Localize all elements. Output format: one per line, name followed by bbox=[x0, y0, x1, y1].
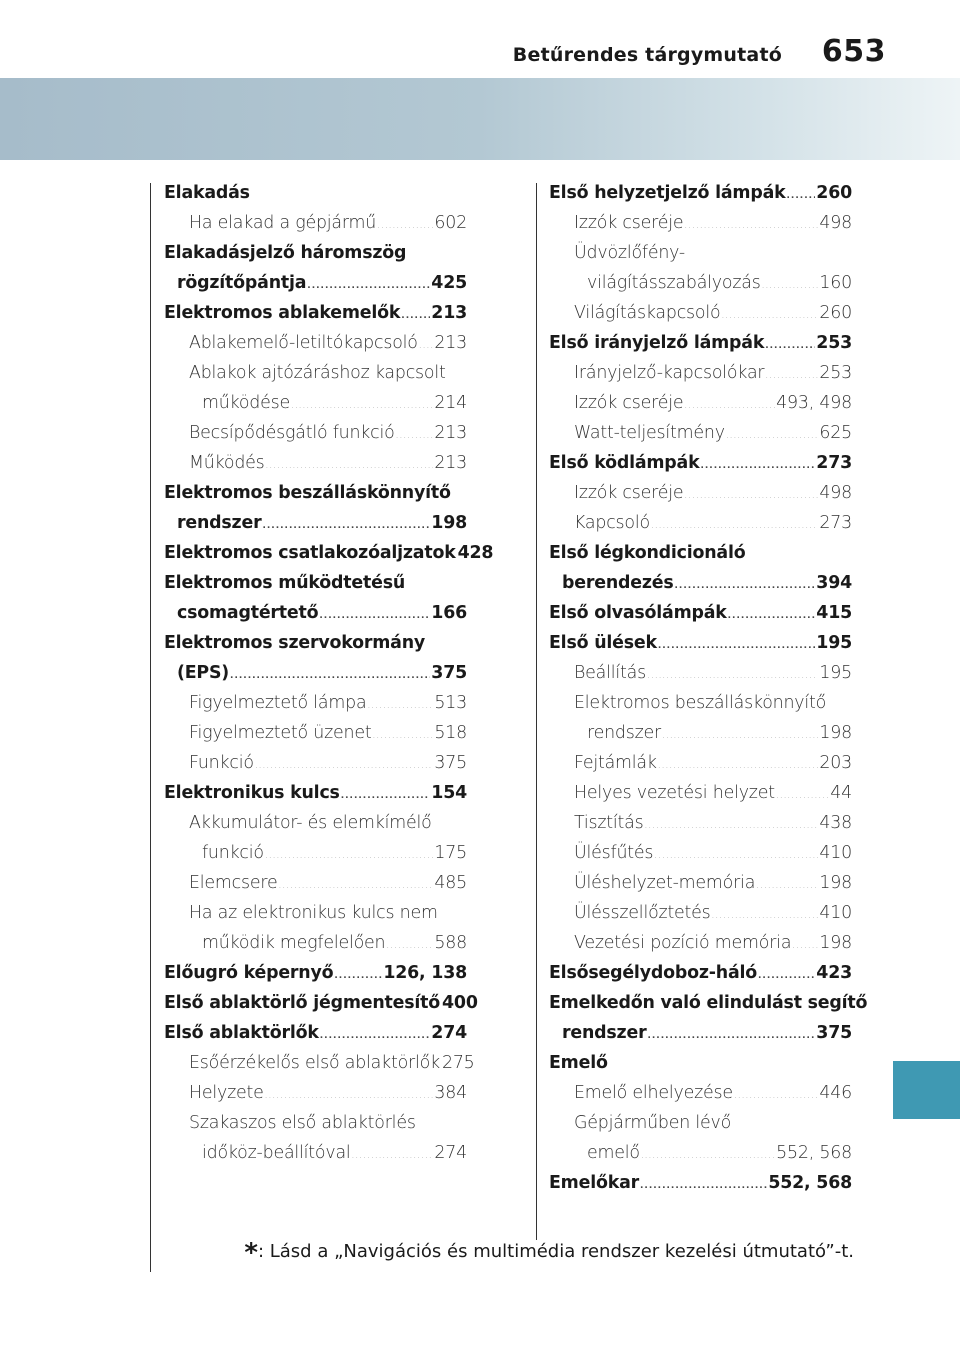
entry-term: Elakadás bbox=[164, 183, 250, 203]
entry-term: Üléshelyzet-memória bbox=[574, 873, 756, 893]
index-entry bbox=[164, 508, 467, 538]
entry-term: időköz-beállítóval bbox=[202, 1143, 351, 1163]
index-column-right bbox=[549, 178, 868, 1198]
entry-term: rögzítőpántja bbox=[177, 273, 307, 293]
entry-term: működése bbox=[202, 393, 290, 413]
entry-term: Helyzete bbox=[189, 1083, 264, 1103]
entry-page: 518 bbox=[434, 723, 467, 743]
entry-term: Elakadásjelző háromszög bbox=[164, 243, 407, 263]
entry-term: Működés bbox=[189, 453, 265, 473]
entry-page: 126, 138 bbox=[383, 963, 467, 983]
entry-term: Watt-teljesítmény bbox=[574, 423, 725, 443]
index-entry bbox=[164, 448, 467, 478]
entry-term: Gépjárműben lévő bbox=[574, 1113, 732, 1133]
entry-term: Elektronikus kulcs bbox=[164, 783, 340, 803]
index-entry bbox=[164, 808, 467, 838]
leader-dots bbox=[334, 961, 382, 991]
index-entry bbox=[164, 358, 467, 388]
entry-term: Ülésfűtés bbox=[574, 843, 654, 863]
leader-dots bbox=[756, 871, 818, 901]
entry-term: működik megfelelően bbox=[202, 933, 386, 953]
leader-dots bbox=[367, 691, 433, 721]
entry-page: 214 bbox=[434, 393, 467, 413]
entry-page: 160 bbox=[819, 273, 852, 293]
leader-dots bbox=[721, 301, 818, 331]
entry-term: Első helyzetjelző lámpák bbox=[549, 183, 786, 203]
entry-page: 602 bbox=[434, 213, 467, 233]
index-entry bbox=[549, 1078, 852, 1108]
index-column-left bbox=[164, 178, 494, 1168]
leader-dots bbox=[787, 181, 816, 211]
entry-term: emelő bbox=[587, 1143, 640, 1163]
entry-page: 273 bbox=[819, 513, 852, 533]
leader-dots bbox=[320, 1021, 431, 1051]
entry-page: 154 bbox=[431, 783, 467, 803]
entry-page: 195 bbox=[819, 663, 852, 683]
index-entry bbox=[549, 748, 852, 778]
entry-page: 410 bbox=[819, 843, 852, 863]
entry-page: 552, 568 bbox=[768, 1173, 852, 1193]
entry-term: berendezés bbox=[562, 573, 674, 593]
index-entry bbox=[164, 1138, 467, 1168]
index-entry bbox=[549, 898, 852, 928]
index-entry bbox=[164, 238, 467, 268]
entry-page: 260 bbox=[816, 183, 852, 203]
entry-page: 438 bbox=[819, 813, 852, 833]
entry-page: 384 bbox=[434, 1083, 467, 1103]
leader-dots bbox=[640, 1171, 767, 1201]
entry-term: Elektromos szervokormány bbox=[164, 633, 426, 653]
column-divider-center bbox=[536, 183, 537, 1240]
leader-dots bbox=[341, 781, 431, 811]
index-entry bbox=[549, 328, 852, 358]
entry-term: Funkció bbox=[189, 753, 254, 773]
index-entry bbox=[549, 658, 852, 688]
entry-term: Elektromos ablakemelők bbox=[164, 303, 401, 323]
index-entry bbox=[549, 1108, 852, 1138]
leader-dots bbox=[734, 1081, 819, 1111]
entry-page: 175 bbox=[434, 843, 467, 863]
entry-page: 213 bbox=[431, 303, 467, 323]
leader-dots bbox=[662, 721, 818, 751]
leader-dots bbox=[684, 391, 775, 421]
leader-dots bbox=[658, 631, 815, 661]
entry-term: Elektromos működtetésű bbox=[164, 573, 406, 593]
entry-term: Üdvözlőfény- bbox=[574, 243, 686, 263]
entry-page: 498 bbox=[819, 483, 852, 503]
entry-term: Világításkapcsoló bbox=[574, 303, 721, 323]
entry-page: 253 bbox=[816, 333, 852, 353]
leader-dots bbox=[765, 361, 818, 391]
entry-page: 198 bbox=[819, 723, 852, 743]
leader-dots bbox=[762, 271, 819, 301]
entry-term: Akkumulátor- és elemkímélő bbox=[189, 813, 432, 833]
index-entry bbox=[164, 778, 467, 808]
index-entry bbox=[549, 988, 868, 1018]
header-banner bbox=[0, 78, 960, 160]
leader-dots bbox=[396, 421, 434, 451]
index-entry bbox=[164, 898, 467, 928]
index-entry bbox=[549, 928, 852, 958]
entry-term: Tisztítás bbox=[574, 813, 644, 833]
entry-term: Izzók cseréje bbox=[574, 483, 684, 503]
entry-page: 588 bbox=[434, 933, 467, 953]
entry-page: 428 bbox=[457, 543, 494, 563]
entry-term: Emelő bbox=[549, 1053, 608, 1073]
index-entry bbox=[549, 718, 852, 748]
leader-dots bbox=[307, 271, 430, 301]
index-entry bbox=[549, 448, 852, 478]
index-entry bbox=[164, 328, 467, 358]
chapter-thumb-tab bbox=[893, 1061, 960, 1119]
entry-page: 375 bbox=[431, 663, 467, 683]
index-entry bbox=[549, 688, 852, 718]
entry-term: Elemcsere bbox=[189, 873, 278, 893]
index-entry bbox=[164, 538, 494, 568]
index-entry bbox=[549, 208, 852, 238]
entry-page: 394 bbox=[816, 573, 852, 593]
entry-page: 203 bbox=[819, 753, 852, 773]
entry-term: funkció bbox=[202, 843, 264, 863]
entry-page: 493, 498 bbox=[776, 393, 852, 413]
leader-dots bbox=[278, 871, 433, 901]
index-entry bbox=[164, 1018, 467, 1048]
index-entry bbox=[549, 838, 852, 868]
leader-dots bbox=[792, 931, 818, 961]
entry-term: Első ülések bbox=[549, 633, 657, 653]
entry-term: rendszer bbox=[177, 513, 262, 533]
index-entry bbox=[549, 868, 852, 898]
entry-term: Figyelmeztető lámpa bbox=[189, 693, 367, 713]
leader-dots bbox=[419, 331, 434, 361]
entry-term: Ablakok ajtózáráshoz kapcsolt bbox=[189, 363, 446, 383]
index-entry bbox=[164, 178, 467, 208]
entry-term: Ülésszellőztetés bbox=[574, 903, 711, 923]
entry-page: 44 bbox=[830, 783, 852, 803]
entry-page: 275 bbox=[441, 1053, 475, 1073]
leader-dots bbox=[645, 811, 819, 841]
leader-dots bbox=[230, 661, 430, 691]
leader-dots bbox=[700, 451, 815, 481]
leader-dots bbox=[265, 1081, 434, 1111]
leader-dots bbox=[352, 1141, 434, 1171]
entry-page: 198 bbox=[431, 513, 467, 533]
entry-term: Irányjelző-kapcsolókar bbox=[574, 363, 765, 383]
entry-page: 410 bbox=[819, 903, 852, 923]
leader-dots bbox=[401, 301, 430, 331]
leader-dots bbox=[651, 511, 818, 541]
entry-term: Becsípődésgátló funkció bbox=[189, 423, 395, 443]
entry-page: 400 bbox=[442, 993, 478, 1013]
index-entry bbox=[549, 358, 852, 388]
entry-term: Első ködlámpák bbox=[549, 453, 700, 473]
index-entry bbox=[164, 958, 467, 988]
leader-dots bbox=[386, 931, 433, 961]
entry-page: 274 bbox=[434, 1143, 467, 1163]
entry-page: 198 bbox=[819, 873, 852, 893]
leader-dots bbox=[255, 751, 434, 781]
index-entry bbox=[549, 1168, 852, 1198]
entry-page: 198 bbox=[819, 933, 852, 953]
entry-term: Emelkedőn való elindulást segítő bbox=[549, 993, 868, 1013]
leader-dots bbox=[684, 211, 818, 241]
entry-page: 552, 568 bbox=[776, 1143, 852, 1163]
entry-page: 213 bbox=[434, 453, 467, 473]
leader-dots bbox=[641, 1141, 775, 1171]
entry-page: 213 bbox=[434, 423, 467, 443]
index-entry bbox=[164, 208, 467, 238]
index-entry bbox=[164, 1048, 475, 1078]
index-entry bbox=[164, 478, 467, 508]
entry-term: Esőérzékelős első ablaktörlők bbox=[189, 1053, 440, 1073]
leader-dots bbox=[266, 451, 434, 481]
leader-dots bbox=[654, 841, 818, 871]
entry-term: Vezetési pozíció memória bbox=[574, 933, 792, 953]
index-entry bbox=[549, 388, 852, 418]
entry-page: 513 bbox=[434, 693, 467, 713]
page-number: 653 bbox=[821, 34, 886, 69]
leader-dots bbox=[291, 391, 433, 421]
entry-page: 166 bbox=[431, 603, 467, 623]
index-entry bbox=[164, 838, 467, 868]
leader-dots bbox=[675, 571, 816, 601]
entry-page: 625 bbox=[819, 423, 852, 443]
leader-dots bbox=[765, 331, 815, 361]
leader-dots bbox=[377, 211, 433, 241]
footnote-marker: * bbox=[244, 1238, 258, 1268]
index-entry bbox=[164, 718, 467, 748]
entry-page: 423 bbox=[816, 963, 852, 983]
leader-dots bbox=[262, 511, 430, 541]
entry-term: Ha az elektronikus kulcs nem bbox=[189, 903, 438, 923]
leader-dots bbox=[726, 421, 819, 451]
index-entry bbox=[549, 418, 852, 448]
entry-term: Fejtámlák bbox=[574, 753, 657, 773]
column-divider-left bbox=[150, 183, 151, 1272]
leader-dots bbox=[684, 481, 818, 511]
footnote bbox=[244, 1238, 854, 1268]
index-entry bbox=[164, 298, 467, 328]
index-entry bbox=[164, 1078, 467, 1108]
entry-page: 485 bbox=[434, 873, 467, 893]
entry-term: Első légkondicionáló bbox=[549, 543, 746, 563]
leader-dots bbox=[776, 781, 829, 811]
entry-page: 274 bbox=[431, 1023, 467, 1043]
entry-term: Izzók cseréje bbox=[574, 213, 684, 233]
index-entry bbox=[549, 268, 852, 298]
index-entry bbox=[164, 268, 467, 298]
entry-term: Elektromos csatlakozóaljzatok bbox=[164, 543, 456, 563]
entry-page: 273 bbox=[816, 453, 852, 473]
entry-page: 253 bbox=[819, 363, 852, 383]
entry-page: 195 bbox=[816, 633, 852, 653]
index-entry bbox=[549, 1048, 852, 1078]
leader-dots bbox=[658, 751, 819, 781]
index-entry bbox=[164, 598, 467, 628]
entry-term: Előugró képernyő bbox=[164, 963, 334, 983]
index-entry bbox=[164, 658, 467, 688]
entry-term: (EPS) bbox=[177, 663, 230, 683]
index-entry bbox=[164, 988, 478, 1018]
entry-page: 260 bbox=[819, 303, 852, 323]
index-entry bbox=[549, 1138, 852, 1168]
index-entry bbox=[164, 688, 467, 718]
entry-term: csomagtértető bbox=[177, 603, 319, 623]
index-entry bbox=[164, 1108, 467, 1138]
entry-page: 446 bbox=[819, 1083, 852, 1103]
index-entry bbox=[549, 568, 852, 598]
entry-page: 213 bbox=[434, 333, 467, 353]
entry-page: 498 bbox=[819, 213, 852, 233]
index-entry bbox=[549, 778, 852, 808]
index-entry bbox=[549, 538, 852, 568]
entry-term: Szakaszos első ablaktörlés bbox=[189, 1113, 416, 1133]
entry-term: Ablakemelő-letiltókapcsoló bbox=[189, 333, 418, 353]
leader-dots bbox=[728, 601, 816, 631]
index-entry bbox=[164, 928, 467, 958]
index-entry bbox=[549, 298, 852, 328]
leader-dots bbox=[712, 901, 819, 931]
index-entry bbox=[549, 958, 852, 988]
index-entry bbox=[549, 1018, 852, 1048]
leader-dots bbox=[758, 961, 815, 991]
entry-term: Izzók cseréje bbox=[574, 393, 684, 413]
entry-term: Elektromos beszálláskönnyítő bbox=[164, 483, 451, 503]
section-title: Betűrendes tárgymutató bbox=[512, 44, 782, 66]
entry-term: Beállítás bbox=[574, 663, 646, 683]
entry-term: Helyes vezetési helyzet bbox=[574, 783, 775, 803]
entry-term: rendszer bbox=[562, 1023, 647, 1043]
index-entry bbox=[164, 868, 467, 898]
entry-term: Elsősegélydoboz-háló bbox=[549, 963, 757, 983]
leader-dots bbox=[647, 661, 818, 691]
entry-term: Emelő elhelyezése bbox=[574, 1083, 733, 1103]
leader-dots bbox=[265, 841, 434, 871]
entry-term: Emelőkar bbox=[549, 1173, 639, 1193]
entry-term: világításszabályozás bbox=[587, 273, 761, 293]
index-entry bbox=[549, 178, 852, 208]
index-entry bbox=[549, 598, 852, 628]
top-band bbox=[0, 0, 960, 78]
index-entry bbox=[549, 808, 852, 838]
entry-page: 425 bbox=[431, 273, 467, 293]
index-entry bbox=[164, 388, 467, 418]
entry-term: Figyelmeztető üzenet bbox=[189, 723, 372, 743]
index-entry bbox=[164, 748, 467, 778]
entry-page: 415 bbox=[816, 603, 852, 623]
index-entry bbox=[164, 568, 467, 598]
entry-term: Első ablaktörlő jégmentesítő bbox=[164, 993, 441, 1013]
entry-term: rendszer bbox=[587, 723, 661, 743]
index-entry bbox=[549, 478, 852, 508]
index-entry bbox=[164, 418, 467, 448]
leader-dots bbox=[647, 1021, 815, 1051]
entry-term: Első ablaktörlők bbox=[164, 1023, 319, 1043]
entry-term: Ha elakad a gépjármű bbox=[189, 213, 377, 233]
entry-page: 375 bbox=[434, 753, 467, 773]
index-entry bbox=[549, 238, 852, 268]
entry-term: Első irányjelző lámpák bbox=[549, 333, 765, 353]
entry-term: Elektromos beszálláskönnyítő bbox=[574, 693, 827, 713]
entry-page: 375 bbox=[816, 1023, 852, 1043]
entry-term: Kapcsoló bbox=[574, 513, 650, 533]
index-entry bbox=[549, 628, 852, 658]
leader-dots bbox=[319, 601, 430, 631]
leader-dots bbox=[373, 721, 434, 751]
entry-term: Első olvasólámpák bbox=[549, 603, 727, 623]
index-entry bbox=[549, 508, 852, 538]
index-entry bbox=[164, 628, 467, 658]
footnote-text: : Lásd a „Navigációs és multimédia rendszer kezelési útmutató”-t. bbox=[257, 1241, 854, 1262]
